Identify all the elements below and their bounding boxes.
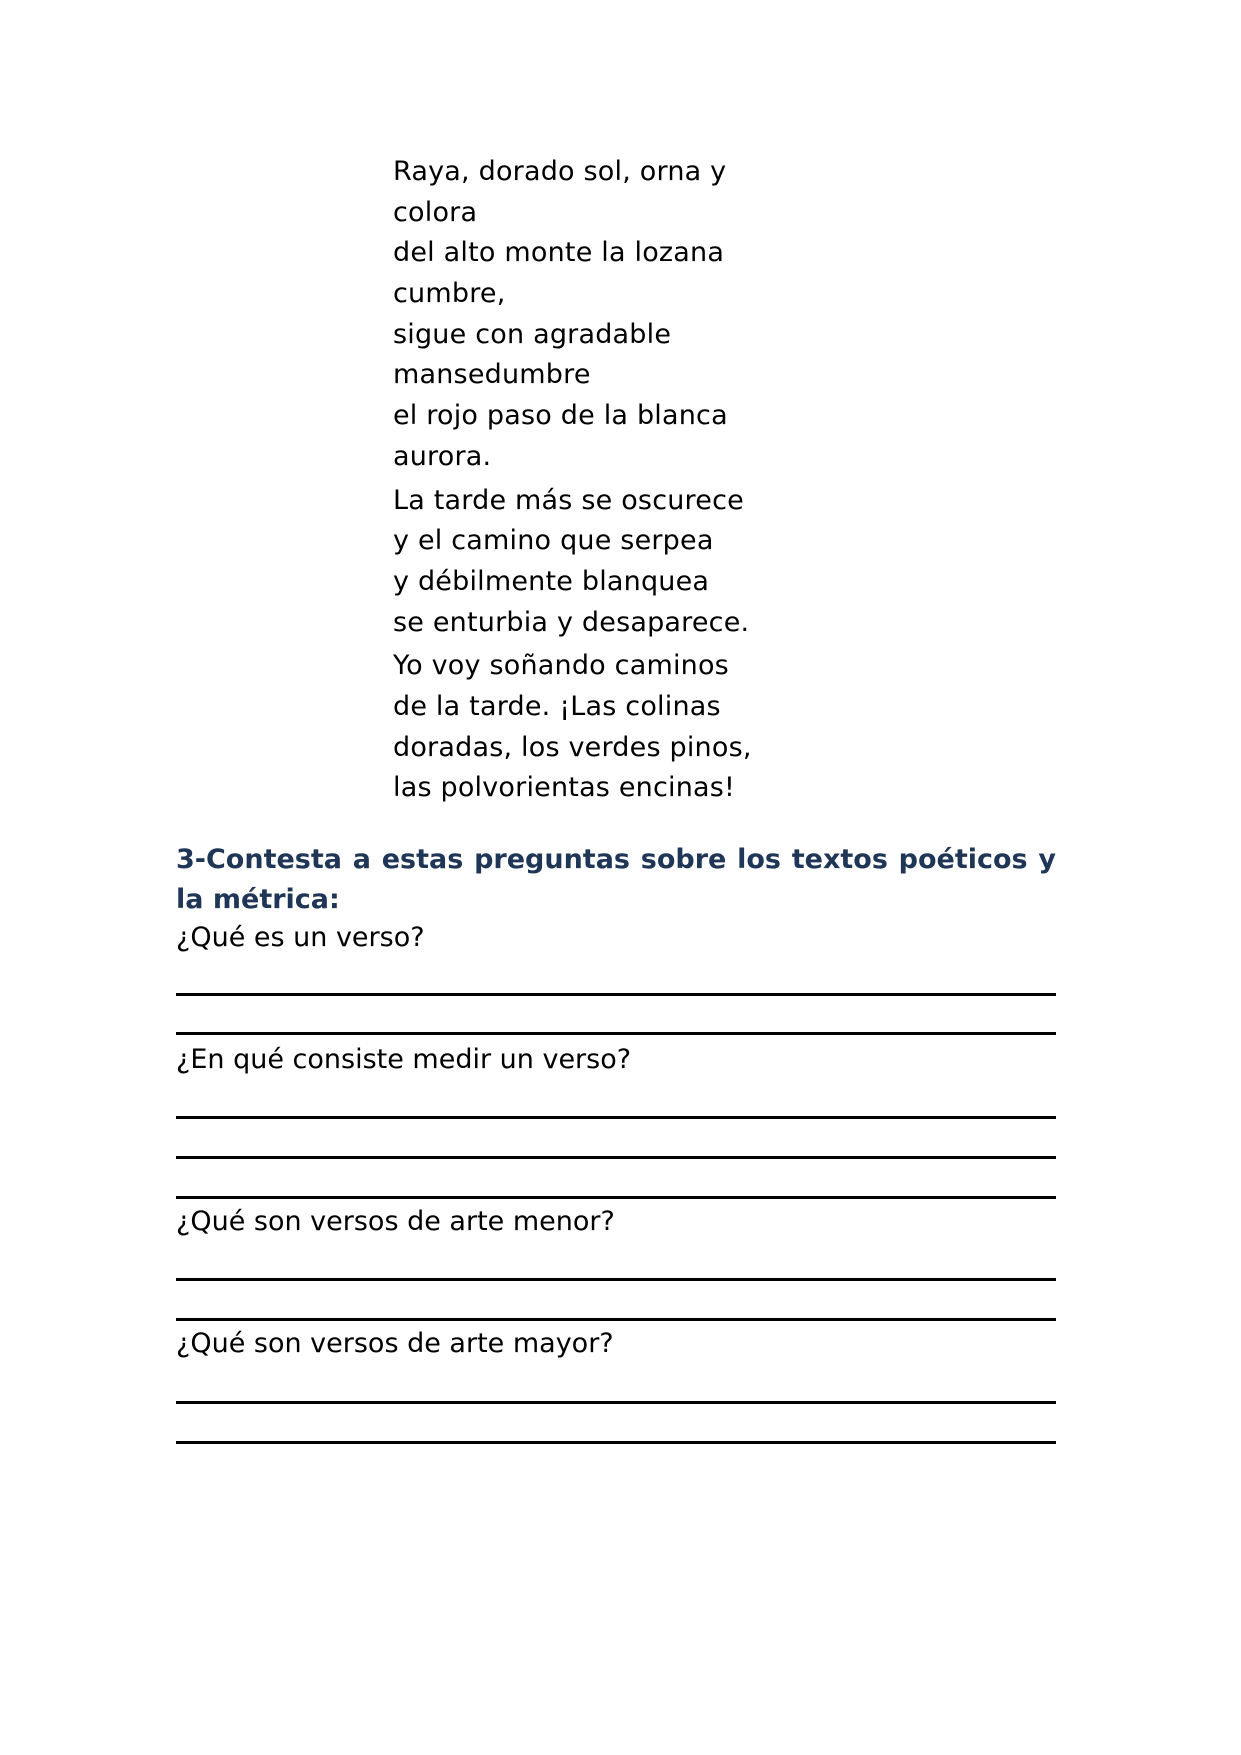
answer-line[interactable] bbox=[176, 1116, 1056, 1119]
question-text: ¿En qué consiste medir un verso? bbox=[176, 1044, 632, 1075]
poem-verse: se enturbia y desaparece. bbox=[393, 606, 750, 638]
poem-verse: del alto monte la lozana bbox=[393, 237, 725, 269]
question-text: ¿Qué es un verso? bbox=[176, 922, 425, 953]
answer-line[interactable] bbox=[176, 1032, 1056, 1035]
answer-line[interactable] bbox=[176, 1196, 1056, 1199]
poem-verse: cumbre, bbox=[393, 278, 506, 310]
answer-line[interactable] bbox=[176, 1278, 1056, 1281]
question-text: ¿Qué son versos de arte mayor? bbox=[176, 1328, 614, 1359]
poem-verse: doradas, los verdes pinos, bbox=[393, 731, 752, 763]
answer-line[interactable] bbox=[176, 1401, 1056, 1404]
question-block-1 bbox=[176, 918, 1056, 958]
poem-verse: las polvorientas encinas! bbox=[393, 772, 736, 804]
answer-line[interactable] bbox=[176, 1156, 1056, 1159]
poem-verse: Yo voy soñando caminos bbox=[393, 650, 729, 682]
poem-verse: mansedumbre bbox=[393, 359, 591, 391]
answer-line[interactable] bbox=[176, 1318, 1056, 1321]
poem-verse: sigue con agradable bbox=[393, 318, 672, 350]
poem-stanza-3 bbox=[393, 646, 793, 809]
question-block-4 bbox=[176, 1324, 1056, 1364]
poem bbox=[393, 152, 793, 809]
poem-verse: el rojo paso de la blanca bbox=[393, 400, 728, 432]
poem-verse: y el camino que serpea bbox=[393, 525, 714, 557]
poem-stanza-1 bbox=[393, 152, 793, 478]
question-text: ¿Qué son versos de arte menor? bbox=[176, 1206, 615, 1237]
poem-verse: Raya, dorado sol, orna y bbox=[393, 156, 727, 187]
exercise-section bbox=[176, 840, 1056, 920]
poem-verse: La tarde más se oscurece bbox=[393, 484, 744, 516]
answer-line[interactable] bbox=[176, 993, 1056, 996]
question-block-3 bbox=[176, 1202, 1056, 1242]
poem-verse: y débilmente blanquea bbox=[393, 565, 710, 597]
poem-stanza-2 bbox=[393, 481, 793, 644]
question-block-2 bbox=[176, 1040, 1056, 1080]
poem-verse: de la tarde. ¡Las colinas bbox=[393, 690, 721, 722]
exercise-heading: 3-Contesta a estas preguntas sobre los textos poéticos y la métrica: bbox=[176, 844, 1056, 915]
poem-verse: colora bbox=[393, 196, 478, 228]
poem-verse: aurora. bbox=[393, 440, 492, 472]
answer-line[interactable] bbox=[176, 1441, 1056, 1444]
